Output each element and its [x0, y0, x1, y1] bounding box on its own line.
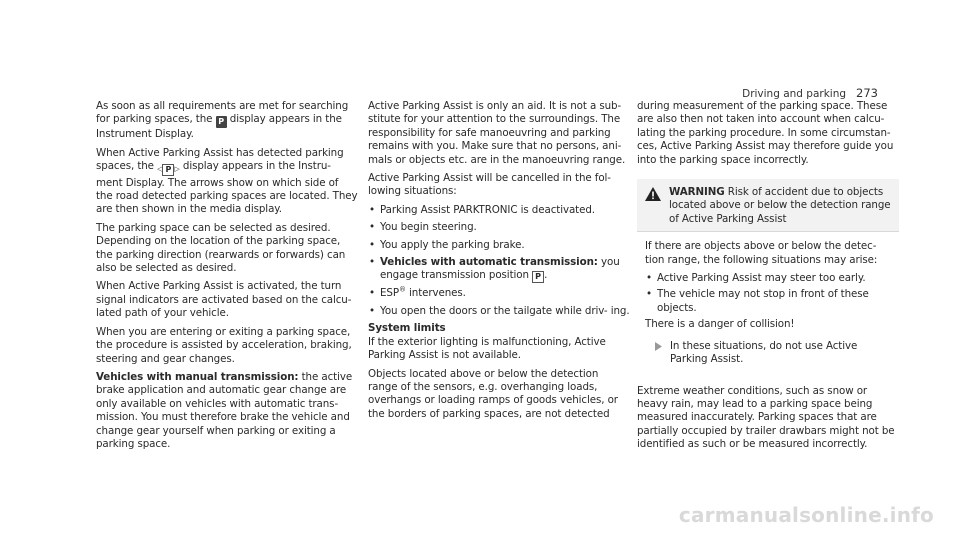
list-item: • Active Parking Assist may steer too early.	[645, 272, 891, 285]
paragraph-detected	[96, 147, 358, 217]
warning-header	[637, 179, 899, 232]
parking-search-icon: P	[216, 116, 227, 128]
page-number: 273	[856, 86, 878, 100]
list-item: • You apply the parking brake.	[368, 239, 630, 252]
text: When Active Parking Assist has detected parking spaces, the	[96, 146, 344, 173]
list-item: • You open the doors or the tailgate while driv- ing.	[368, 305, 630, 318]
column-right	[637, 100, 899, 457]
paragraph-measurement: during measurement of the parking space. These are also then not taken into account when calcu- lating the parking procedure. In some circumstan- ces, Active Parking Assist may therefore guide you into the parking space incorrectly.	[637, 100, 894, 166]
page-header	[742, 86, 878, 100]
paragraph-manual-transmission	[96, 371, 358, 451]
warning-text: If there are objects above or below the detec- tion range, the following situations may arise:	[645, 240, 878, 266]
warning-title	[669, 186, 891, 226]
paragraph-cancel-intro: Active Parking Assist will be cancelled in the fol- lowing situations:	[368, 172, 611, 198]
paragraph-lighting: If the exterior lighting is malfunctioning, Active Parking Assist is not available.	[368, 335, 606, 362]
section-heading-system-limits: System limits	[368, 322, 446, 335]
paragraph-selection: The parking space can be selected as desired. Depending on the location of the parking space, the parking direction (rearwards or forwards) can also be selected as desired.	[96, 221, 346, 275]
text: As soon as all requirements are met for searching for parking spaces, the	[96, 100, 349, 126]
paragraph-aid: Active Parking Assist is only an aid. It is not a sub- stitute for your attention to the surroundings. The responsibility for safe manoeuvring and parking remains with you. Make sure that no persons, ani- mals or objects etc. are in the manoeuvring range.	[368, 100, 626, 166]
text: display appears in the Instrument Display.	[96, 113, 342, 141]
list-item: • You begin steering.	[368, 221, 630, 234]
warning-danger: There is a danger of collision!	[645, 318, 795, 331]
paragraph-turn-signal: When Active Parking Assist is activated, the turn signal indicators are activated based on the calcu- lated path of your vehicle.	[96, 280, 352, 320]
text: you engage transmission position	[380, 256, 620, 282]
cancel-situations-list	[368, 204, 630, 318]
text: the active brake application and automatic gear change are only available on vehicles with automatic trans- mission. You must therefore brake the vehicle and change gear yourself when parking or exiting a parking space.	[96, 370, 353, 450]
text: ESP	[380, 287, 399, 300]
warning-label: WARNING	[669, 186, 725, 199]
text: display appears in the Instru- ment Display. The arrows show on which side of the road detected parking spaces are located. They are then shown in the media display.	[96, 160, 358, 216]
warning-body	[637, 232, 899, 370]
parking-letter: P	[162, 164, 174, 176]
list-item: • Parking Assist PARKTRONIC is deactivated.	[368, 204, 630, 217]
paragraph-weather: Extreme weather conditions, such as snow or heavy rain, may lead to a parking space being measured inaccurately. Parking spaces that are partially occupied by trailer drawbars might not be identified as such or be measured incorrectly.	[637, 384, 895, 451]
registered-mark: ®	[398, 286, 406, 295]
column-left	[96, 100, 358, 456]
play-arrow-icon	[655, 342, 662, 351]
bold-label: Vehicles with automatic transmission:	[380, 256, 598, 269]
watermark: carmanualsonline.info	[678, 503, 934, 527]
column-middle	[368, 100, 630, 426]
bold-label: Vehicles with manual transmission:	[96, 370, 299, 383]
tip-text: In these situations, do not use Active Parking Assist.	[670, 339, 858, 366]
warning-box	[637, 179, 899, 370]
section-title: Driving and parking	[742, 88, 847, 100]
paragraph-requirements	[96, 100, 358, 142]
warning-list	[645, 272, 891, 315]
list-item: • The vehicle may not stop in front of these objects.	[645, 288, 891, 315]
warning-tip	[645, 340, 891, 367]
text: .	[544, 269, 548, 282]
transmission-p-icon: P	[532, 271, 544, 283]
list-item	[368, 256, 630, 283]
text: intervenes.	[405, 287, 466, 300]
warning-triangle-icon	[645, 187, 661, 201]
list-item	[368, 287, 630, 300]
parking-detected-icon: ◁ P ▷	[157, 164, 180, 174]
paragraph-objects: Objects located above or below the detection range of the sensors, e.g. overhanging loads, overhangs or loading ramps of goods vehicles, or the borders of parking spaces, are not detected	[368, 367, 618, 420]
paragraph-procedure: When you are entering or exiting a parking space, the procedure is assisted by acceleration, braking, steering and gear changes.	[96, 325, 352, 365]
warning-title-text: Risk of accident due to objects located above or below the detection range of Active Parking Assist	[669, 186, 891, 225]
